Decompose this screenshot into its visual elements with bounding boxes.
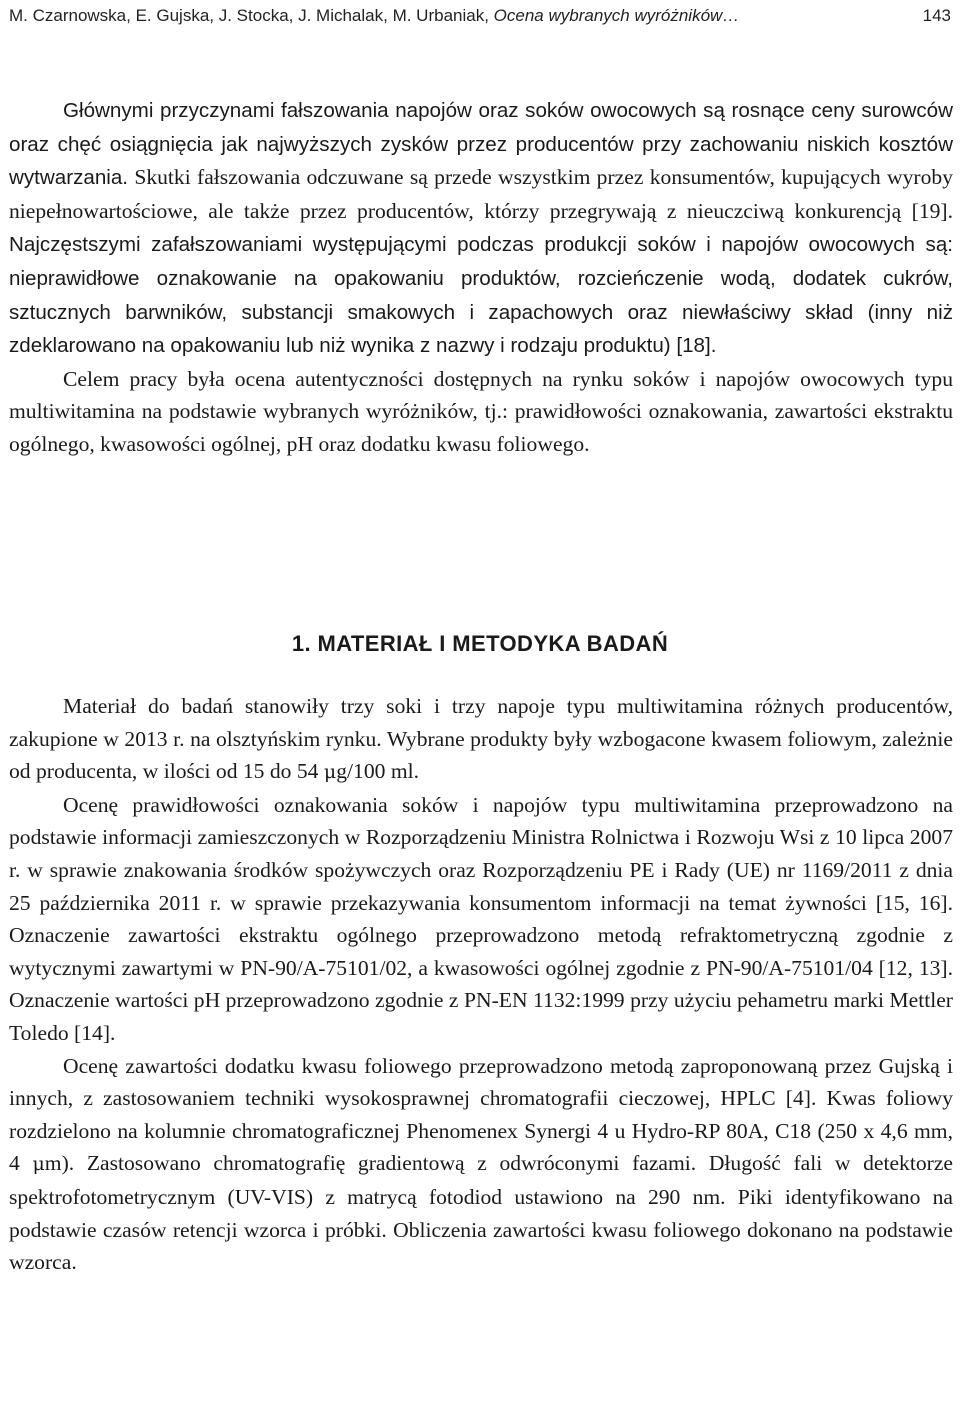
methods-paragraph-3 bbox=[9, 1050, 953, 1279]
intro-paragraph-2: Celem pracy była ocena autentyczności dostępnych na rynku soków i napojów owocowych typu multiwitamina na podstawie wybranych wyróżników, tj.: prawidłowości oznakowania, zawartości ekstraktu ogólnego, kwasowości ogólnej, pH oraz dodatku kwasu foliowego. bbox=[9, 366, 953, 456]
running-head-title: Ocena wybranych wyróżników… bbox=[493, 6, 740, 25]
methods-paragraph-1b: g/100 ml. bbox=[336, 759, 420, 784]
running-head-left bbox=[9, 4, 739, 28]
intro-paragraph-1 bbox=[9, 94, 953, 363]
methods-paragraph-1 bbox=[9, 690, 953, 789]
methods-paragraph-3a: Ocenę zawartości dodatku kwasu foliowego przeprowadzono metodą zaproponowaną przez Gujską i innych, z zastosowaniem techniki wysokosprawnej chromatografii cieczowej, HPLC [4]. Kwas foliowy rozdzielono na kolumnie chromatograficznej Phenomenex Synergi 4 u Hydro-RP 80A, C18 (250 x 4,6 mm, 4 bbox=[9, 1053, 953, 1176]
methods-paragraph-1a: Materiał do badań stanowiły trzy soki i trzy napoje typu multiwitamina różnych producentów, zakupione w 2013 r. na olsztyńskim rynku. Wybrane produkty były wzbogacone kwasem foliowym, zależnie od producenta, w ilości od 15 do 54 bbox=[9, 694, 953, 784]
intro-paragraph-1-rest: Skutki fałszowania odczuwane są przede wszystkim przez konsumentów, kupujących wyroby niepełnowartościowe, ale także przez producentów, którzy przegrywają z nieuczciwą konkurencją [19]. bbox=[9, 165, 953, 223]
micro-symbol: μ bbox=[32, 1153, 45, 1176]
introduction-text bbox=[9, 94, 953, 461]
methods-paragraph-2: Ocenę prawidłowości oznakowania soków i napojów typu multiwitamina przeprowadzono na podstawie informacji zamieszczonych w Rozporządzeniu Ministra Rolnictwa i Rozwoju Wsi z 10 lipca 2007 r. w sprawie znakowania środków spożywczych oraz Rozporządzeniu PE i Rady (UE) nr 1169/2011 z dnia 25 października 2011 r. w sprawie przekazywania konsumentom informacji na temat żywności [15, 16]. Oznaczenie zawartości ekstraktu ogólnego przeprowadzono metodą refraktometryczną zgodnie z wytycznymi zawartymi w PN-90/A-75101/02, a kwasowości ogólnej zgodnie z PN-90/A-75101/04 [12, 13]. Oznaczenie wartości pH przeprowadzono zgodnie z PN-EN 1132:1999 przy użyciu pehametru marki Mettler Toledo [14]. bbox=[9, 792, 953, 1045]
micro-symbol: μ bbox=[323, 761, 337, 784]
page-number: 143 bbox=[922, 6, 951, 25]
methods-paragraph-3b: m). Zastosowano chromatografię gradientową z odwróconymi fazami. Długość fali w detektorze spektrofotometrycznym (UV-VIS) z matrycą fotodiod ustawiono na 290 nm. Piki identyfikowano na podstawie czasów retencji wzorca i próbki. Obliczenia zawartości kwasu foliowego dokonano na podstawie wzorca. bbox=[9, 1151, 953, 1275]
methods-text bbox=[9, 690, 953, 1279]
intro-paragraph-1-sans-2: Najczęstszymi zafałszowaniami występującymi podczas produkcji soków i napojów owocowych są: nieprawidłowe oznakowanie na opakowaniu produktów, rozcieńczenie wodą, dodatek cukrów, sztucznych barwników, substancji smakowych i zapachowych oraz niewłaściwy skład (inny niż zdeklarowano na opakowaniu lub niż wynika z nazwy i rodzaju produktu) [18]. bbox=[9, 233, 953, 358]
running-head-authors: M. Czarnowska, E. Gujska, J. Stocka, J. Michalak, M. Urbaniak, bbox=[9, 6, 489, 25]
intro-paragraph-1-sans: Głównymi przyczynami fałszowania napojów oraz soków owocowych są rosnące ceny surowców oraz chęć osiągnięcia jak najwyższych zysków przez producentów przy zachowaniu niskich kosztów wytwarzania. bbox=[9, 99, 953, 190]
running-head bbox=[9, 4, 951, 28]
section-heading: 1. MATERIAŁ I METODYKA BADAŃ bbox=[291, 631, 669, 656]
